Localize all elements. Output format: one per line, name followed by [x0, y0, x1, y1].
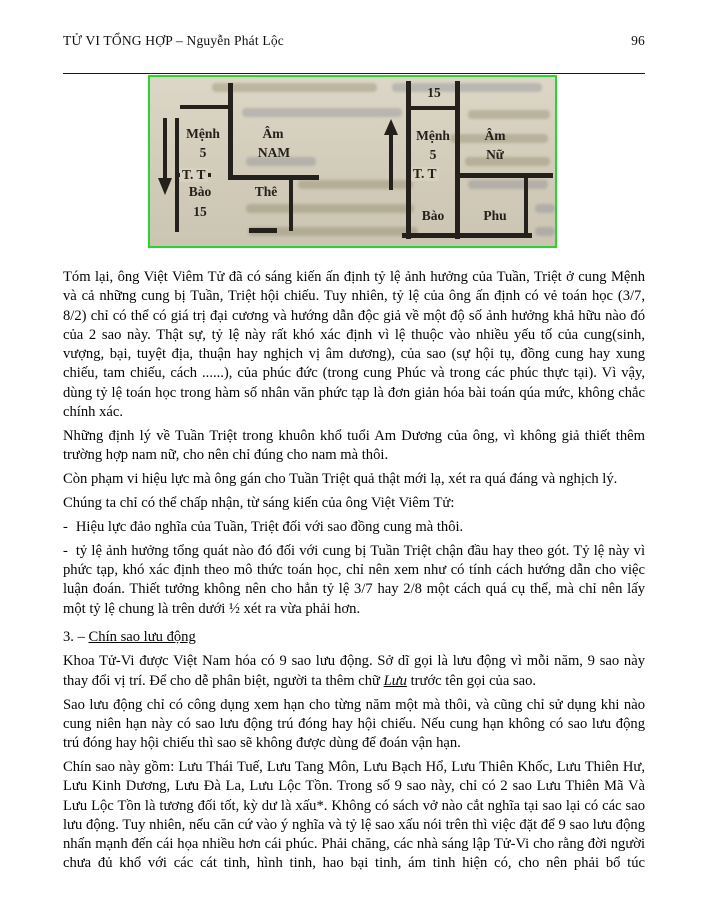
bullet-item-2: [63, 542, 645, 619]
right-menh-value: 5: [429, 147, 437, 162]
right-chart-mid-line: [460, 173, 553, 178]
bullet-item-1: [63, 518, 645, 537]
bleed-smudge: [298, 180, 413, 189]
bleed-smudge: [246, 204, 414, 213]
right-bao-label: Bào: [421, 208, 445, 223]
left-tt-label: T. T: [182, 167, 206, 182]
left-chart-top-line: [180, 105, 228, 109]
right-gender-label: Nữ: [486, 147, 504, 162]
left-chart-cell-line: [289, 175, 293, 231]
paragraph-nhung-dinh-ly: Những định lý về Tuần Triệt trong khuôn khổ tuổi Am Dương của ông, vì không giả thiết thêm trường hợp nam nữ, cho nên chỉ đúng cho nam mà thôi.: [63, 427, 645, 464]
bleed-smudge: [535, 227, 555, 236]
left-chart-bottom-stub: [249, 228, 277, 233]
up-arrow-head-icon: [384, 119, 398, 135]
bleed-smudge: [535, 204, 555, 213]
paragraph-sao-luu-dong: Sao lưu động chỉ có công dụng xem hạn cho từng năm một mà thôi, và cũng chỉ sử dụng khi nào cung niên hạn này có sao lưu động trú đóng hay hội chiếu. Nếu cung hạn không có sao lưu động trú đóng hay hội chiếu thì sao sẽ không được dùng để đoán vận hạn.: [63, 696, 645, 752]
right-top-value: 15: [427, 85, 441, 100]
paragraph-tom-lai: Tóm lại, ông Việt Viêm Tử đã có sáng kiến ấn định tỷ lệ ảnh hưởng của Tuần, Triệt ở cung Mệnh và cả những cung bị Tuần, Triệt hội chiếu. Tuy nhiên, tỷ lệ của ông ấn định có vẻ toán học (3/7, 8/2) chỉ có thể có giá trị đại cương và hướng dẫn độc giả về một độ số ảnh hưởng khả hữu nào đó của 2 sao này. Thật sự, tỷ lệ này rất khó xác định vì lệ thuộc vào nhiều yếu tố của cung(sinh, vượng, bại, tuyệt địa, thuận hay nghịch vị âm dương), của sao (sự hội tụ, đồng cung hay xung chiếu, tam chiếu, cách ......), của phúc đức (trong cung Phúc và trong các phúc thực tại). Vì vậy, dùng tỷ lệ toán học trong hàm số nhân văn phức tạp là đơn giản hóa bài toán qúa mức, không chắc chính xác.: [63, 269, 645, 421]
body-text: [63, 268, 645, 878]
page-header: [63, 33, 645, 49]
header-rule: [63, 73, 645, 74]
left-gender-label: NAM: [257, 145, 291, 160]
section-heading: [63, 628, 645, 647]
luu-emphasis: Lưu: [383, 672, 407, 689]
paragraph-khoa-tu-vi: [63, 652, 645, 691]
right-chart-15-box-line: [406, 106, 460, 110]
down-arrow-head-icon: [158, 178, 172, 195]
left-menh-label: Mệnh: [186, 126, 220, 141]
scanned-chart-figure: [148, 75, 557, 248]
page-number: 96: [631, 33, 645, 48]
paragraph-chung-ta: Chúng ta chỉ có thể chấp nhận, từ sáng kiến của ông Việt Viêm Tử:: [63, 495, 455, 512]
left-the-label: Thê: [254, 184, 278, 199]
right-am-label: Âm: [484, 128, 506, 143]
bullet-2-text: tỷ lệ ảnh hưởng tổng quát nào đó đối với cung bị Tuần Triệt chận đầu hay theo gót. Tỷ lệ này vì phức tạp, khó xác định theo mô thức toán học, chỉ nên xem như có tính cách hướng dẫn cho việc luận đoán. Thiết tưởng không nên cho hẳn tỷ lệ 3/7 hay 2/8 một cách quá cụ thể, mà chỉ nên lấy một tỷ lệ chung là trên dưới ½ xét ra vừa phải hơn.: [63, 542, 645, 617]
section-title: Chín sao lưu động: [88, 629, 196, 646]
khoa-text-after: trước tên gọi của sao.: [406, 672, 537, 689]
right-chart-bottom-line: [402, 233, 532, 238]
book-title: TỬ VI TỔNG HỢP – Nguyễn Phát Lộc: [63, 33, 284, 48]
left-bao-value: 15: [193, 204, 207, 219]
right-menh-label: Mệnh: [416, 128, 450, 143]
bullet-1-text: Hiệu lực đảo nghĩa của Tuần, Triệt đối với sao đồng cung mà thôi.: [75, 518, 464, 535]
left-am-label: Âm: [262, 126, 284, 141]
bleed-smudge: [242, 108, 402, 117]
down-arrow-icon: [163, 118, 167, 180]
khoa-text-before: Khoa Tử-Vi được Việt Nam hóa có 9 sao lưu động. Sở dĩ gọi là lưu động vì mỗi năm, 9 sao này thay đổi vị trí. Để cho dễ phân biệt, người ta thêm chữ: [63, 653, 645, 689]
bleed-smudge: [212, 83, 377, 92]
left-menh-value: 5: [199, 145, 207, 160]
left-chart-divider-line: [228, 83, 233, 180]
right-chart-cell-line: [524, 173, 528, 237]
right-tt-label: T. T: [413, 166, 437, 181]
paragraph-chin-sao: Chín sao này gồm: Lưu Thái Tuế, Lưu Tang Môn, Lưu Bạch Hổ, Lưu Thiên Khốc, Lưu Thiên Hư, Lưu Kinh Dương, Lưu Đà La, Lưu Lộc Tồn. Trong số 9 sao này, chỉ có 2 sao Lưu Thiên Mã Và Lưu Lộc Tồn là tương đối tốt, kỳ dư là xấu*. Không có sách vở nào cắt nghĩa tại sao lại có các sao lưu động. Tuy nhiên, nếu căn cứ vào ý nghĩa và tỷ lệ sao xấu nói trên thì việc đặt để 9 sao lưu động nhấn mạnh đến cái họa nhiều hơn cái phúc. Phải chăng, các nhà sáng lập Tử-Vi cho rằng đời người chưa đủ khổ với các cát tinh, hình tinh, hao bại tinh, ám tinh hiện có, cho nên phải bổ túc: [63, 758, 645, 872]
bleed-smudge: [468, 110, 550, 119]
right-phu-label: Phu: [483, 208, 507, 223]
up-arrow-icon: [389, 134, 393, 190]
left-chart-mid-line: [228, 175, 319, 180]
left-bao-label: Bào: [188, 184, 212, 199]
paragraph-con-pham-vi: Còn phạm vi hiệu lực mà ông gán cho Tuần Triệt quả thật mới lạ, xét ra quá đáng và nghịch lý.: [63, 471, 618, 488]
bullet-dash: -: [63, 518, 68, 535]
bullet-dash: -: [63, 542, 68, 559]
bleed-smudge: [468, 180, 548, 189]
section-number: 3. –: [63, 629, 89, 646]
